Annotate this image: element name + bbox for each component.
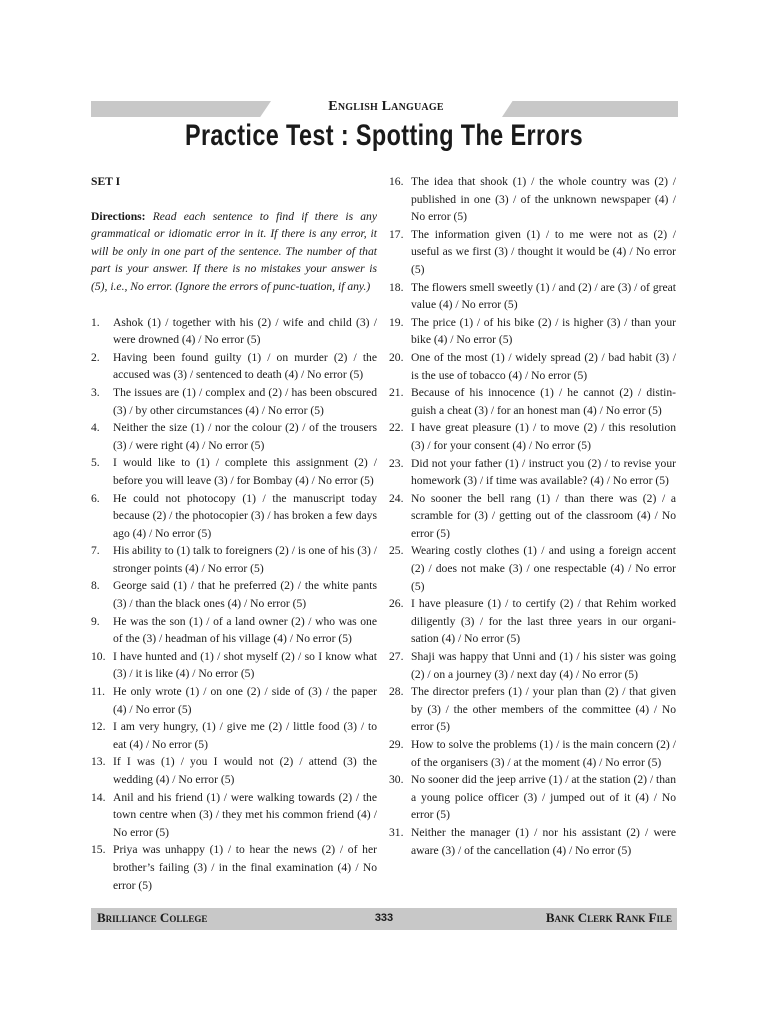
question-item (389, 173, 676, 226)
page-number: 333 (374, 912, 394, 924)
question-text: I have great pleasure (1) / to move (2) / this resolution (3) / for your consent (4) / No error (5) (411, 421, 676, 452)
question-item (91, 753, 377, 788)
question-item (91, 613, 377, 648)
question-text: One of the most (1) / widely spread (2) / bad habit (3) / is the use of tobacco (4) / No error (5) (411, 350, 676, 382)
question-text: Because of his innocence (1) / he cannot (2) / distin-guish a cheat (3) / for an honest man (4) / No error (5) (411, 386, 676, 417)
question-text: I am very hungry, (1) / give me (2) / little food (3) / to eat (4) / No error (5) (113, 720, 377, 751)
question-item (91, 419, 377, 454)
directions-text: Read each sentence to find if there is any grammatical or idiomatic error in it. If there is any error, it will be only in one part of the sentence. The number of that part is your answer. If there is no mistakes your answer is (5), i.e., No error. (Ignore the errors of punc-tuation, if any.) (91, 209, 377, 293)
question-text: The price (1) / of his bike (2) / is higher (3) / than your bike (4) / No error (5) (411, 315, 676, 347)
question-item (389, 384, 676, 419)
question-item (389, 226, 676, 279)
question-text: No sooner did the jeep arrive (1) / at the station (2) / than a young police officer (3) / jumped out of it (4) / No error (5) (411, 773, 676, 822)
question-item (91, 314, 377, 349)
question-item (91, 349, 377, 384)
question-item (389, 314, 676, 349)
question-number: 29. (389, 738, 404, 751)
question-text: Did not your father (1) / instruct you (2) / to revise your homework (3) / if time was available? (4) / No error (5) (411, 456, 676, 488)
question-number: 6. (91, 491, 100, 505)
footer-publisher: Brilliance College (97, 910, 208, 925)
question-number: 3. (91, 385, 100, 399)
question-number: 26. (389, 597, 404, 611)
question-item (91, 718, 377, 753)
header-band-left (91, 101, 271, 117)
question-item (91, 384, 377, 419)
question-number: 15. (91, 843, 106, 857)
question-number: 20. (389, 350, 404, 364)
question-number: 7. (91, 544, 100, 558)
page-title: Practice Test : Spotting The Errors (184, 119, 584, 152)
question-number: 14. (91, 790, 106, 804)
question-item (389, 683, 676, 736)
question-number: 8. (91, 579, 100, 593)
question-number: 31. (389, 825, 404, 839)
set-label: SET I (91, 175, 121, 188)
question-item (389, 542, 676, 595)
question-number: 21. (389, 386, 404, 400)
directions (91, 208, 377, 296)
question-number: 28. (389, 685, 404, 699)
question-number: 11. (91, 685, 106, 699)
question-text: Having been found guilty (1) / on murder (2) / the accused was (3) / sentenced to death (4) / No error (5) (113, 350, 377, 382)
question-item (389, 771, 676, 824)
question-item (389, 349, 676, 384)
question-text: He was the son (1) / of a land owner (2) / who was one of the (3) / headman of his village (4) / No error (5) (113, 614, 377, 646)
question-number: 22. (389, 421, 404, 435)
question-text: The director prefers (1) / your plan than (2) / that given by (3) / the other members of the committee (4) / No error (5) (411, 685, 676, 734)
header-band-right (502, 101, 678, 117)
question-text: No sooner the bell rang (1) / than there was (2) / a scramble for (3) / getting out of the classroom (4) / No error (5) (411, 491, 676, 540)
left-column (91, 173, 377, 894)
question-item (389, 648, 676, 683)
question-number: 2. (91, 350, 100, 364)
question-number: 5. (91, 456, 100, 470)
subject-heading: English Language (328, 99, 444, 114)
question-text: The idea that shook (1) / the whole country was (2) / published in one (3) / of the unknown newspaper (4) / No error (5) (411, 175, 676, 224)
question-list-right (389, 173, 676, 859)
question-number: 13. (91, 755, 106, 769)
question-number: 10. (91, 649, 106, 663)
question-text: Priya was unhappy (1) / to hear the news (2) / of her brother’s failing (3) / in the final examination (4) / No error (5) (113, 843, 377, 892)
question-text: Neither the manager (1) / nor his assistant (2) / were aware (3) / of the cancellation (4) / No error (5) (411, 825, 676, 857)
right-column (389, 173, 676, 859)
question-number: 18. (389, 280, 404, 294)
question-number: 24. (389, 491, 404, 505)
question-item (91, 454, 377, 489)
question-item (91, 542, 377, 577)
question-text: I would like to (1) / complete this assignment (2) / before you will leave (3) / for Bombay (4) / No error (5) (113, 456, 377, 487)
question-text: He could not photocopy (1) / the manuscript today because (2) / the photocopier (3) / has broken a few days ago (4) / No error (5) (113, 491, 377, 540)
question-item (91, 789, 377, 842)
question-text: His ability to (1) talk to foreigners (2) / is one of his (3) / stronger points (4) / No error (5) (113, 544, 377, 575)
question-number: 30. (389, 773, 404, 787)
question-number: 27. (389, 650, 404, 664)
question-item (389, 595, 676, 648)
footer-book-title: Bank Clerk Rank File (545, 910, 672, 925)
question-list-left (91, 314, 377, 895)
question-text: How to solve the problems (1) / is the main concern (2) / of the organisers (3) / at the moment (4) / No error (5) (411, 738, 676, 769)
question-text: The information given (1) / to me were not as (2) / useful as we first (3) / thought it would be (4) / No error (5) (411, 227, 676, 276)
question-item (91, 577, 377, 612)
question-item (91, 683, 377, 718)
question-text: Wearing costly clothes (1) / and using a foreign accent (2) / does not make (3) / one respectable (4) / No error (5) (411, 544, 676, 593)
question-number: 1. (91, 315, 100, 329)
question-number: 4. (91, 421, 100, 435)
question-text: Neither the size (1) / nor the colour (2) / of the trousers (3) / were right (4) / No error (5) (113, 421, 377, 452)
question-item (389, 419, 676, 454)
question-text: The issues are (1) / complex and (2) / has been obscured (3) / by other circumstances (4) / No error (5) (113, 385, 377, 417)
question-item (91, 648, 377, 683)
question-item (389, 455, 676, 490)
question-text: I have pleasure (1) / to certify (2) / that Rehim worked diligently (3) / for the last three years in our organi-sation (4) / No error (5) (411, 597, 676, 646)
question-number: 25. (389, 544, 404, 558)
question-text: Shaji was happy that Unni and (1) / his sister was going (2) / on a journey (3) / next day (4) / No error (5) (411, 650, 676, 681)
question-number: 9. (91, 614, 100, 628)
question-number: 12. (91, 720, 106, 734)
question-text: Ashok (1) / together with his (2) / wife and child (3) / were drowned (4) / No error (5) (113, 315, 377, 347)
question-text: The flowers smell sweetly (1) / and (2) / are (3) / of great value (4) / No error (5) (411, 280, 676, 312)
question-number: 19. (389, 315, 404, 329)
question-text: I have hunted and (1) / shot myself (2) / so I know what (3) / it is like (4) / No error (5) (113, 649, 377, 681)
question-item (389, 490, 676, 543)
question-item (91, 841, 377, 894)
question-text: He only wrote (1) / on one (2) / side of (3) / the paper (4) / No error (5) (113, 685, 377, 716)
question-number: 23. (389, 456, 404, 470)
question-item (389, 279, 676, 314)
question-number: 16. (389, 175, 404, 188)
question-item (389, 736, 676, 771)
question-text: If I was (1) / you I would not (2) / attend (3) the wedding (4) / No error (5) (113, 755, 377, 786)
question-text: George said (1) / that he preferred (2) / the white pants (3) / than the black ones (4) / No error (5) (113, 579, 377, 611)
question-item (91, 490, 377, 543)
question-item (389, 824, 676, 859)
question-text: Anil and his friend (1) / were walking towards (2) / the town centre when (3) / they met his common friend (4) / No error (5) (113, 790, 377, 839)
question-number: 17. (389, 227, 404, 241)
directions-label: Directions: (91, 209, 146, 223)
